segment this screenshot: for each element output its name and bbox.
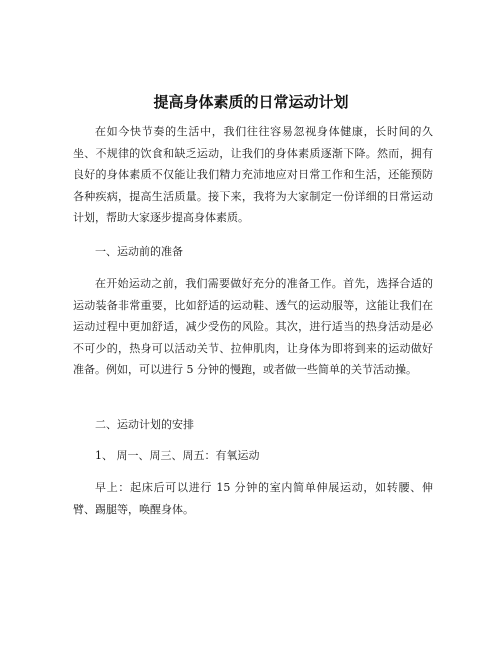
schedule-subheading: 1、 周一、周三、周五：有氧运动	[95, 449, 260, 462]
page-title: 提高身体素质的日常运动计划	[153, 93, 349, 111]
intro-paragraph: 在如今快节奏的生活中，我们往往容易忽视身体健康，长时间的久坐、不规律的饮食和缺乏运动，让我们的身体素质逐渐下降。然而，拥有良好的身体素质不仅能让我们精力充沛地应对日常工作和生活，还能预防各种疾病，提高生活质量。接下来，我将为大家制定一份详细的日常运动计划，帮助大家逐步提高身体素质。	[73, 125, 433, 224]
section-heading-schedule: 二、运动计划的安排	[95, 418, 194, 431]
preparation-paragraph: 在开始运动之前，我们需要做好充分的准备工作。首先，选择合适的运动装备非常重要，比如舒适的运动鞋、透气的运动服等，这能让我们在运动过程中更加舒适，减少受伤的风险。其次，进行适当的热身活动是必不可少的，热身可以活动关节、拉伸肌肉，让身体为即将到来的运动做好准备。例如，可以进行 5 分钟的慢跑，或者做一些简单的关节活动操。	[73, 277, 433, 376]
schedule-paragraph: 早上：起床后可以进行 15 分钟的室内简单伸展运动，如转腰、伸臂、踢腿等，唤醒身体。	[73, 481, 433, 516]
section-heading-preparation: 一、运动前的准备	[95, 245, 183, 258]
